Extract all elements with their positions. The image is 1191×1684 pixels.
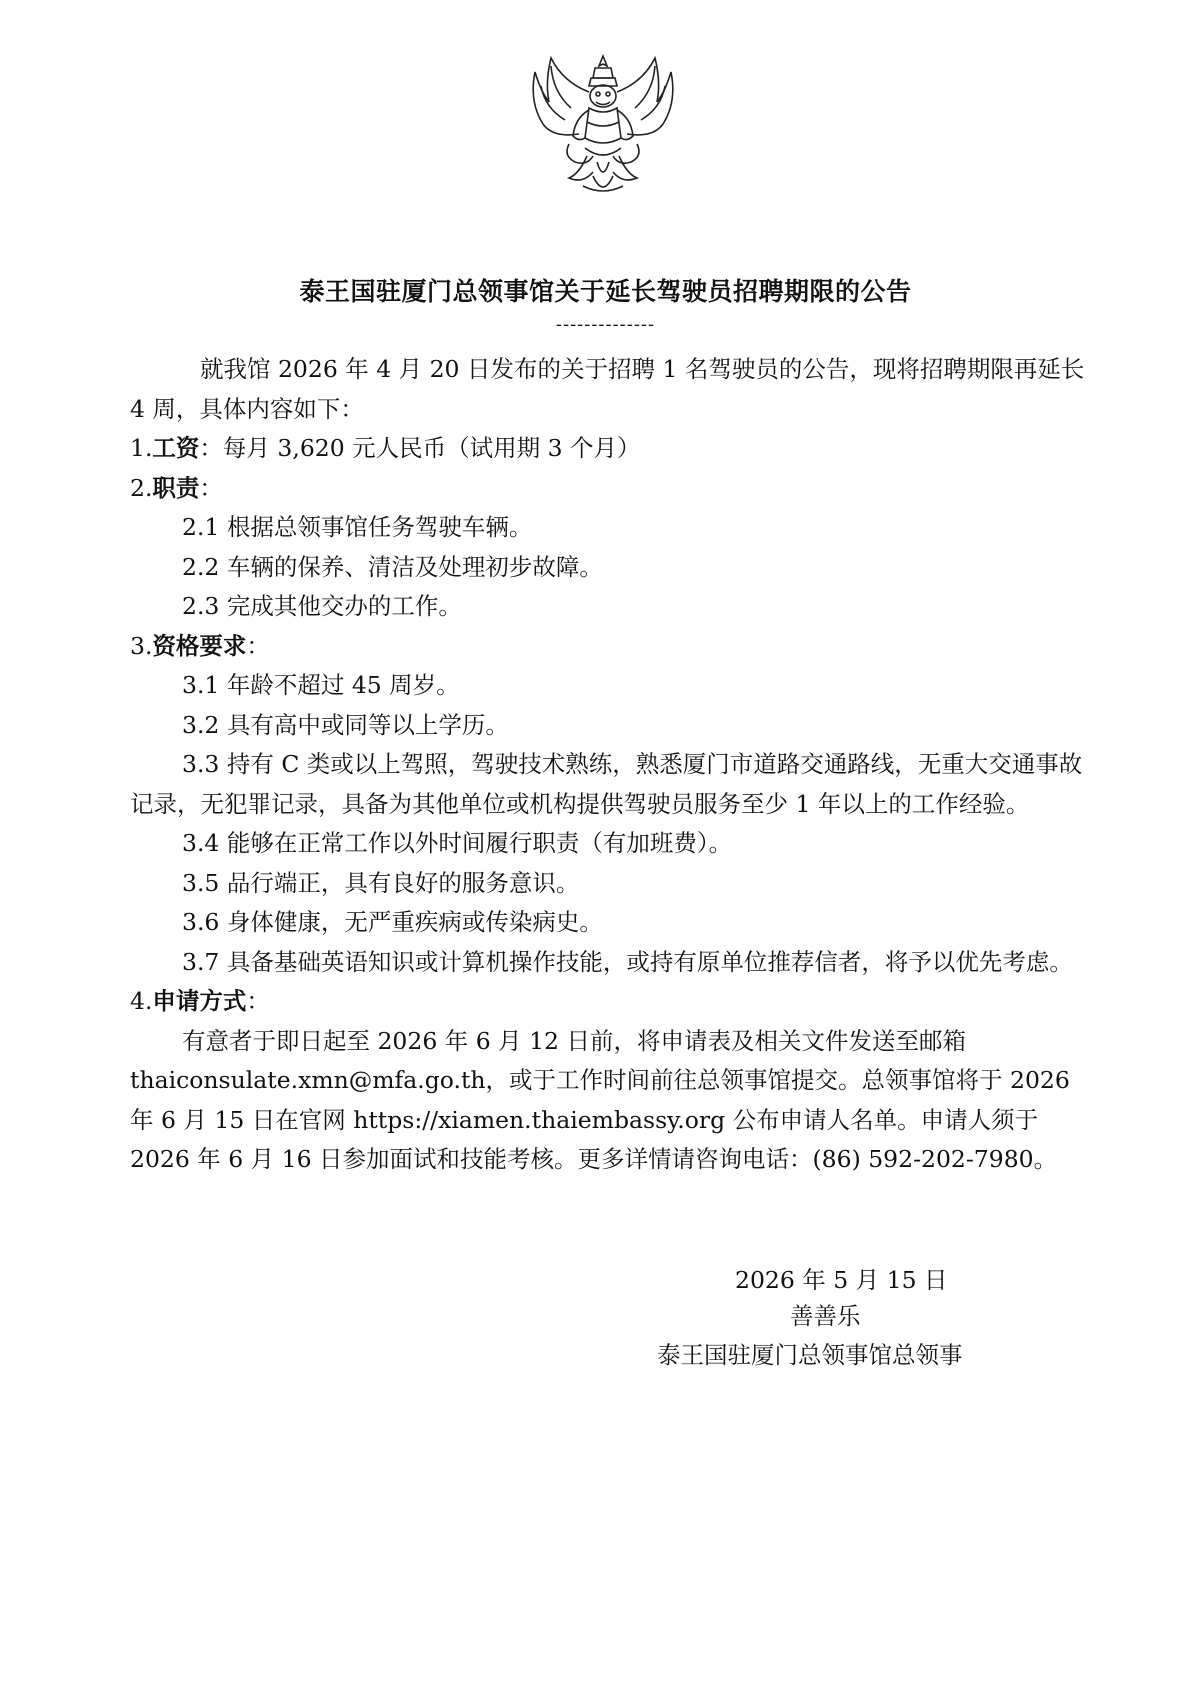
section-salary	[130, 429, 1085, 469]
section-label: 职责	[152, 473, 200, 502]
signature-date: 2026 年 5 月 15 日	[735, 1266, 948, 1294]
page-title: 泰王国驻厦门总领事馆关于延长驾驶员招聘期限的公告	[299, 277, 912, 306]
section-duties	[130, 469, 1085, 509]
list-item: 3.3 持有 C 类或以上驾照，驾驶技术熟练，熟悉厦门市道路交通路线，无重大交通事故记录，无犯罪记录，具备为其他单位或机构提供驾驶员服务至少 1 年以上的工作经验。	[130, 750, 1083, 818]
list-item: 3.6 身体健康，无严重疾病或传染病史。	[182, 908, 603, 936]
section-colon: ：	[246, 987, 270, 1015]
garuda-emblem-icon	[523, 52, 683, 202]
section-requirements	[130, 627, 1085, 667]
section-colon: ：	[199, 473, 223, 502]
section-number: 2.	[130, 473, 153, 502]
signature-name: 善善乐	[790, 1302, 861, 1330]
section-application	[130, 982, 1085, 1022]
section-number: 3.	[130, 631, 153, 660]
list-item: 3.5 品行端正，具有良好的服务意识。	[182, 868, 580, 897]
list-item: 2.1 根据总领事馆任务驾驶车辆。	[182, 513, 533, 541]
signature-position: 泰王国驻厦门总领事馆总领事	[657, 1341, 963, 1369]
list-item: 3.2 具有高中或同等以上学历。	[182, 710, 509, 739]
list-item: 3.4 能够在正常工作以外时间履行职责（有加班费）。	[182, 829, 733, 857]
notice-body	[130, 350, 1085, 1180]
section-label: 资格要求	[152, 631, 247, 660]
section-label: 申请方式	[152, 987, 247, 1015]
section-number: 1.	[130, 434, 153, 462]
section-colon: ：	[246, 631, 270, 660]
section-number: 4.	[130, 987, 153, 1015]
title-divider: --------------	[555, 314, 656, 335]
application-paragraph: 有意者于即日起至 2026 年 6 月 12 日前，将申请表及相关文件发送至邮箱 thaiconsulate.xmn@mfa.go.th，或于工作时间前往总领事馆提交。总领事馆将于 2026 年 6 月 15 日在官网 https://xiamen.thaiembassy.org 公布申请人名单。申请人须于 2026 年 6 月 16 日参加面试和技能考核。更多详情请咨询电话：(86) 592-202-7980。	[130, 1026, 1070, 1173]
list-item: 3.1 年龄不超过 45 周岁。	[182, 671, 460, 699]
intro-paragraph: 就我馆 2026 年 4 月 20 日发布的关于招聘 1 名驾驶员的公告，现将招聘期限再延长 4 周，具体内容如下：	[130, 355, 1085, 423]
list-item: 2.3 完成其他交办的工作。	[182, 592, 462, 620]
list-item: 2.2 车辆的保养、清洁及处理初步故障。	[182, 552, 603, 581]
salary-text: ：每月 3,620 元人民币（试用期 3 个月）	[199, 434, 641, 462]
section-label: 工资	[152, 434, 200, 462]
list-item: 3.7 具备基础英语知识或计算机操作技能，或持有原单位推荐信者，将予以优先考虑。	[182, 947, 1073, 976]
